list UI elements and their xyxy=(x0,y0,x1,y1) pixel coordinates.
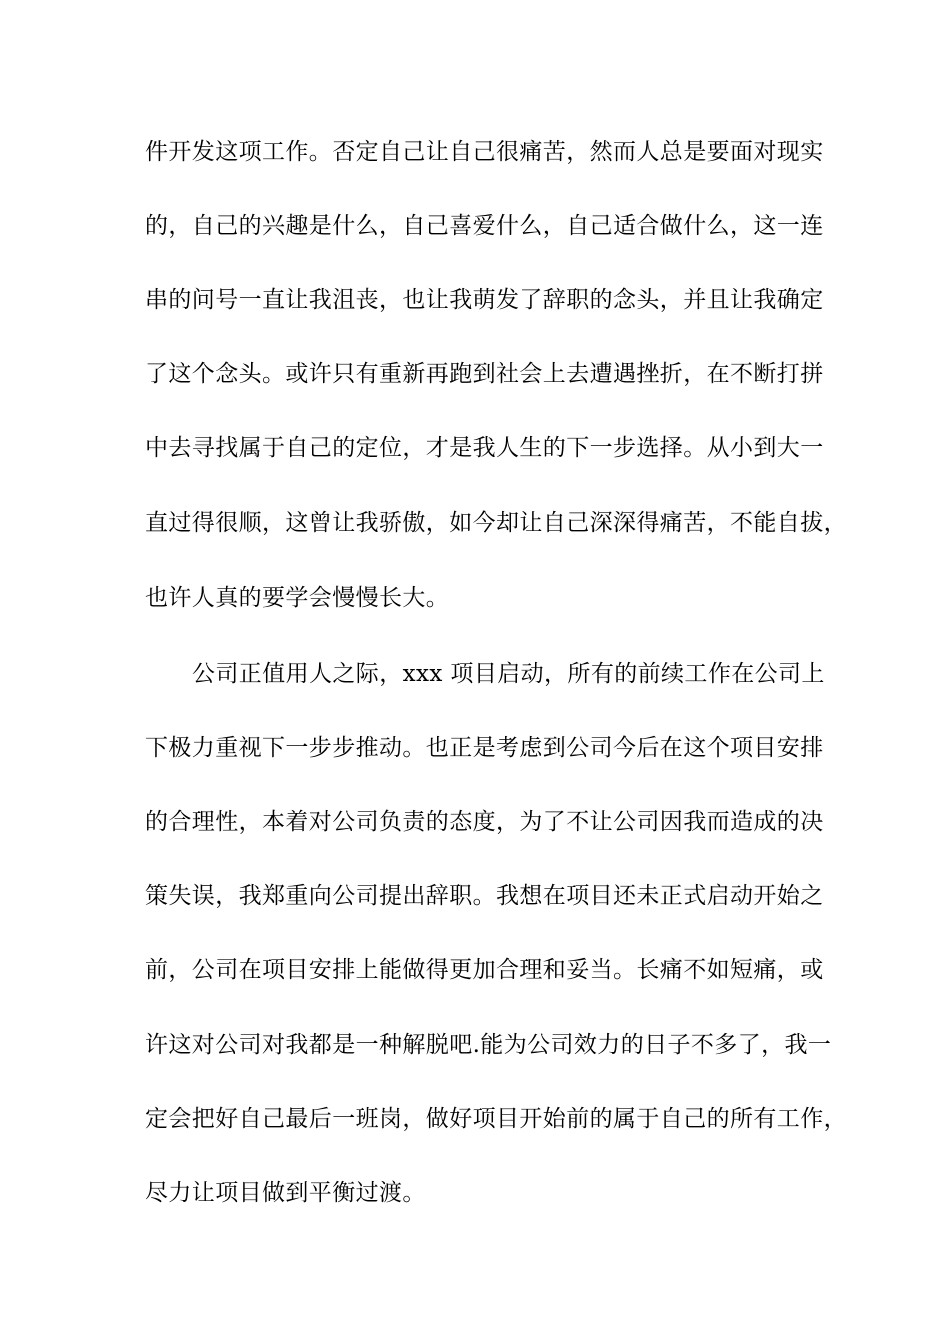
paragraph-line: 前，公司在项目安排上能做得更加合理和妥当。长痛不如短痛，或 xyxy=(145,957,824,983)
paragraph-line: 的合理性，本着对公司负责的态度，为了不让公司因我而造成的决 xyxy=(145,809,824,835)
paragraph-line: 件开发这项工作。否定自己让自己很痛苦，然而人总是要面对现实 xyxy=(145,139,824,165)
paragraph-line: 串的问号一直让我沮丧，也让我萌发了辞职的念头，并且让我确定 xyxy=(145,287,824,313)
paragraph-line: 许这对公司对我都是一种解脱吧.能为公司效力的日子不多了，我一 xyxy=(145,1032,832,1058)
paragraph-line: 了这个念头。或许只有重新再跑到社会上去遭遇挫折，在不断打拼 xyxy=(145,361,824,387)
paragraph-line: 公司正值用人之际，xxx 项目启动，所有的前续工作在公司上 xyxy=(192,661,825,687)
paragraph-line: 定会把好自己最后一班岗，做好项目开始前的属于自己的所有工作， xyxy=(145,1106,847,1132)
paragraph-line: 尽力让项目做到平衡过渡。 xyxy=(145,1180,426,1206)
paragraph-line: 下极力重视下一步步推动。也正是考虑到公司今后在这个项目安排 xyxy=(145,735,824,761)
paragraph-line: 的，自己的兴趣是什么，自己喜爱什么，自己适合做什么，这一连 xyxy=(145,213,824,239)
paragraph-line: 直过得很顺，这曾让我骄傲，如今却让自己深深得痛苦，不能自拔， xyxy=(145,510,847,536)
paragraph-line: 也许人真的要学会慢慢长大。 xyxy=(145,585,450,611)
paragraph-line: 中去寻找属于自己的定位，才是我人生的下一步选择。从小到大一 xyxy=(145,435,824,461)
paragraph-line: 策失误，我郑重向公司提出辞职。我想在项目还未正式启动开始之 xyxy=(145,883,824,909)
